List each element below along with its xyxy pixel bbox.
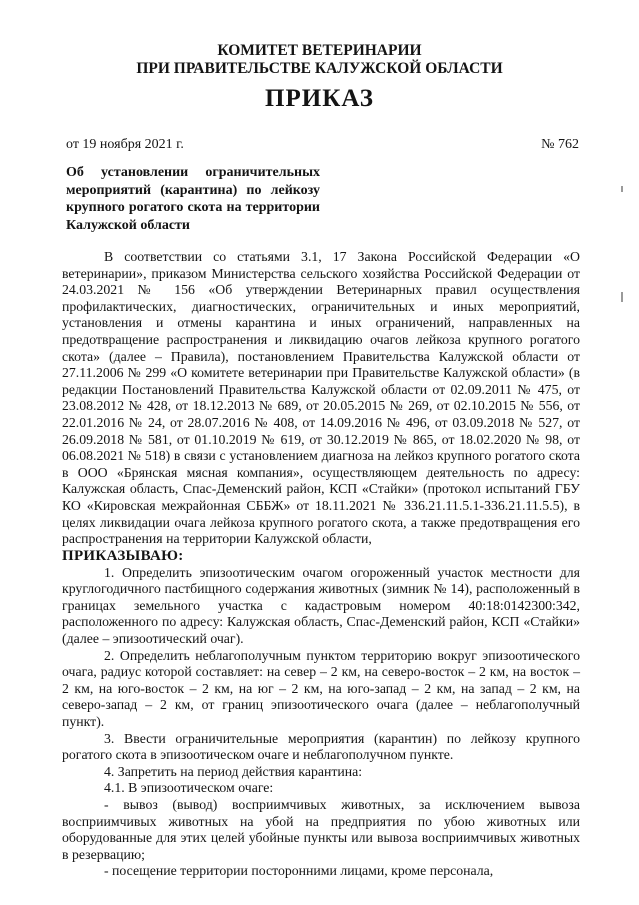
- order-directive: ПРИКАЗЫВАЮ:: [62, 547, 184, 564]
- organization-name: КОМИТЕТ ВЕТЕРИНАРИИ: [217, 42, 422, 59]
- scan-speck: [621, 292, 623, 302]
- scan-speck: [621, 186, 623, 192]
- order-item: 4. Запретить на период действия карантина:: [104, 763, 363, 779]
- subject-line: крупного рогатого скота на территории: [66, 200, 320, 215]
- order-item: 3. Ввести ограничительные мероприятия (карантин) по лейкозу крупного рогатого скота в эпизоотическом очаге и неблагополучном пункте.: [62, 730, 580, 763]
- order-item: 4.1. В эпизоотическом очаге:: [104, 780, 274, 796]
- order-date: от 19 ноября 2021 г.: [66, 137, 184, 152]
- order-number: № 762: [541, 137, 579, 152]
- order-body: [62, 249, 580, 880]
- subject-line: Калужской области: [66, 217, 190, 233]
- order-subitem: - вывоз (вывод) восприимчивых животных, за исключением вывоза восприимчивых животных на убой на предприятия по убою животных или оборудованные для этих целей убойные пункты или вывоза восприимчивых животных в резервацию;: [62, 797, 580, 862]
- preamble-paragraph: В соответствии со статьями 3.1, 17 Закона Российской Федерации «О ветеринарии», приказом Министерства сельского хозяйства Российской Федерации от 24.03.2021 № 156 «Об утверждении Ветеринарных правил осуществления профилактических, диагностических, ограничительных и иных мероприятий, установления и отмены карантина и иных ограничений, направленных на предотвращение распространения и ликвидацию очагов лейкоза крупного рогатого скота» (далее – Правила), постановлением Правительства Калужской области от 27.11.2006 № 299 «О комитете ветеринарии при Правительстве Калужской области» (в редакции Постановлений Правительства Калужской области от 02.09.2011 № 475, от 23.08.2012 № 428, от 18.12.2013 № 689, от 20.05.2015 № 269, от 02.10.2015 № 556, от 22.01.2016 № 24, от 28.07.2016 № 408, от 14.09.2016 № 496, от 03.09.2018 № 527, от 26.09.2018 № 581, от 01.10.2019 № 619, от 30.12.2019 № 865, от 18.02.2020 № 98, от 06.08.2021 № 518) в связи с установлением диагноза на лейкоз крупного рогатого скота в ООО «Брянская мясная компания», осуществляющем деятельность по адресу: Калужская область, Спас-Деменский район, КСП «Стайки» (протокол испытаний ГБУ КО «Кировская межрайонная СББЖ» от 18.11.2021 № 336.21.11.5.1-336.21.11.5.5), в целях ликвидации очага лейкоза крупного рогатого скота, а также предотвращения его распространения на территории Калужской области,: [62, 249, 580, 547]
- subject-line: мероприятий (карантина) по лейкозу: [66, 182, 320, 198]
- document-type: ПРИКАЗ: [265, 85, 374, 112]
- order-subject: [66, 164, 320, 234]
- organization-subname: ПРИ ПРАВИТЕЛЬСТВЕ КАЛУЖСКОЙ ОБЛАСТИ: [136, 60, 503, 77]
- order-item: 2. Определить неблагополучным пунктом территорию вокруг эпизоотического очага, радиус которой составляет: на север – 2 км, на северо-восток – 2 км, на восток – 2 км, на юго-восток – 2 км, на юг – 2 км, на юго-запад – 2 км, на запад – 2 км, на северо-запад – 2 км, от границ эпизоотического очага (далее – неблагополучный пункт).: [62, 647, 580, 730]
- order-item: 1. Определить эпизоотическим очагом огороженный участок местности для круглогодичного пастбищного содержания животных (зимник № 14), расположенный в границах земельного участка с кадастровым номером 40:18:0142300:342, расположенного по адресу: Калужская область, Спас-Деменский район, КСП «Стайки» (далее – эпизоотический очаг).: [62, 564, 580, 647]
- order-subitem: - посещение территории посторонними лицами, кроме персонала,: [104, 863, 494, 879]
- subject-line: Об установлении ограничительных: [66, 165, 320, 180]
